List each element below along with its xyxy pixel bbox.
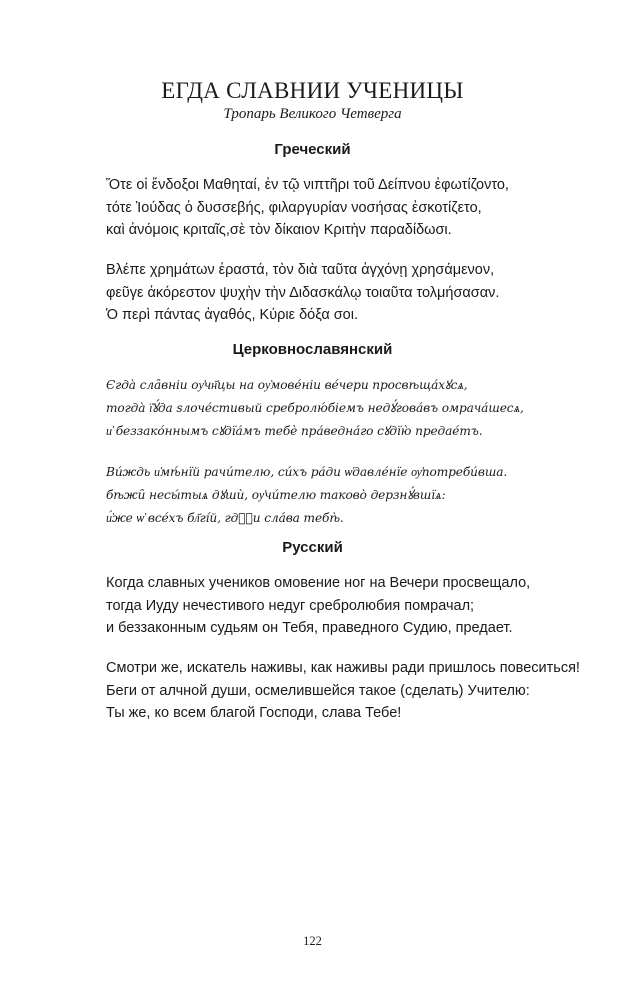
text-line: бѣжи̑ несы́тыѧ дꙋшѝ, оу҆чи́телю таково̀ дерзнꙋ́вшїѧ:: [106, 487, 446, 502]
section-heading-russian: Русский: [282, 539, 343, 556]
text-line: Βλέπε χρημάτων ἐραστά, τὸν διὰ ταῦτα ἀγχόνῃ χρησάμενον,: [106, 262, 495, 278]
page-subtitle: Тропарь Великого Четверга: [223, 106, 402, 122]
text-line: тогда̀ ї҆ꙋ́да ѕлоче́стивый сребролю́біемъ недꙋ́гова́въ омрача́шесѧ,: [106, 400, 524, 415]
text-line: Смотри же, искатель наживы, как наживы ради пришлось повеситься!: [106, 660, 580, 676]
text-line: Когда славных учеников омовение ног на Вечери просвещало,: [106, 575, 531, 591]
text-line: и беззаконным судьям он Тебя, праведного Судию, предает.: [106, 620, 513, 636]
text-line: Ви́ждь и҆мѣ́нїй рачи́телю, си́хъ ра́ди ѡ҆давле́нїе ѹ҆потреби́вша.: [106, 464, 508, 479]
text-line: Ὅτε οἱ ἔνδοξοι Μαθηταί, ἐν τῷ νιπτῆρι τοῦ Δείπνου ἐφωτίζοντο,: [106, 177, 509, 193]
text-line: τότε Ἰούδας ὁ δυσσεβής, φιλαργυρίαν νοσήσας ἐσκοτίζετο,: [106, 199, 482, 216]
text-line: тогда Иуду нечестивого недуг сребролюбия помрачал;: [106, 597, 475, 614]
russian-stanza-2: [106, 657, 616, 725]
page-number: 122: [303, 934, 322, 948]
slavonic-stanza-1: [106, 373, 601, 442]
text-line: Ты же, ко всем благой Господи, слава Тебе!: [106, 705, 402, 721]
section-heading-greek: Греческий: [274, 141, 351, 158]
page-title: ЕГДА СЛАВНИИ УЧЕНИЦЫ: [161, 78, 464, 103]
slavonic-stanza-2: [106, 460, 601, 529]
text-line: и҆́же ѡ҆ все́хъ бл҃гі́й, гдⷭ҇и сла́ва тебѣ̀.: [106, 510, 344, 525]
greek-stanza-2: [106, 259, 616, 327]
section-heading-slavonic: Церковнославянский: [232, 341, 393, 358]
text-line: φεῦγε ἀκόρεστον ψυχὴν τὴν Διδασκάλῳ τοιαῦτα τολμήσασαν.: [106, 284, 500, 301]
greek-stanza-1: [106, 174, 616, 242]
text-line: Беги от алчной души, осмелившейся такое (сделать) Учителю:: [106, 682, 530, 699]
text-line: Ὁ περὶ πάντας ἀγαθός, Κύριε δόξα σοι.: [106, 307, 359, 323]
russian-stanza-1: [106, 572, 616, 640]
text-line: καὶ ἀνόμοις κριταῖς,σὲ τὸν δίκαιον Κριτὴν παραδίδωσι.: [106, 222, 452, 238]
text-line: и҆ беззако́ннымъ сꙋдїа́мъ тебѐ пра́ведна́го сꙋдїю̀ предае́тъ.: [106, 423, 483, 438]
text-line: Єгда̀ сла̑вніи оу҆чн҃цы на оу҆мове́ніи ве́чери просвѣща́хꙋсѧ,: [106, 377, 468, 392]
